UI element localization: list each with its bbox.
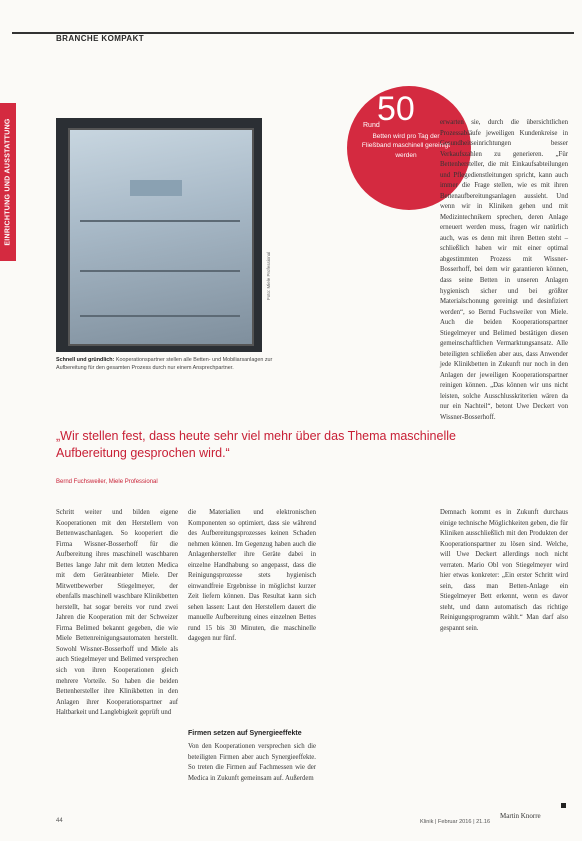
cabinet-shelf [80, 315, 240, 317]
author-name: Martin Knorre [500, 812, 541, 820]
pull-quote: „Wir stellen fest, dass heute sehr viel mehr über das Thema maschinelle Aufbereitung gesprochen wird.“ [56, 429, 456, 460]
caption-text: Kooperationspartner stellen alle Betten- und Mobiliarsanlagen zur Aufbereitung für den gesamten Prozess durch nur einem Ansprechpartner. [56, 357, 273, 372]
body-column-2-continued: Von den Kooperationen versprechen sich die beteiligten Firmen aber auch Synergieeffekte. So treten die Firmen auf Fachmessen wie der Medica in Zukunft gemeinsam auf. Außerdem [188, 743, 316, 782]
stat-number: 50 [377, 90, 415, 128]
cabinet-shelf [80, 220, 240, 222]
caption-lead: Schnell und gründlich: [56, 357, 115, 363]
subheading: Firmen setzen auf Synergieeffekte [188, 730, 302, 737]
body-column-3: Demnach kommt es in Zukunft durchaus einige technische Möglichkeiten geben, die für Kliniken ausschließlich mit den Produkten der Kooperationspartner zu lösen sind. Welche, will Uwe Deckert allerdings noch nicht verraten. Mario Obl von Stiegelmeyer wird hier etwas konkreter: „Ein erster Schritt wird sein, dass man Betten-Anlage ein Stiegelmeyer Bett erkennt, wenn es davor steht, und dann automatisch das richtige Reinigungsprogramm wählt.“ Man darf also gespannt sein. [440, 509, 568, 632]
end-of-article-mark [561, 803, 566, 808]
body-column-1: Schritt weiter und bilden eigene Kooperationen mit den Herstellern von Bettenwaschanlagen. So kooperiert die Firma Wissner-Bosserhoff für die Aufbereitung ihres maschinell waschbaren Bettes lange Jahr mit dem letzten Medica mit dem Geräteanbieter Miele. Der Mitwettbewerber Stiegelmeyer, der ebenfalls maschinell waschbare Klinikbetten herstellt, hat sogar bereits vor rund zwei Jahren die Kooperation mit der Schweizer Firma Belimed bekannt gegeben, die wie Miele Bettenreinigungsautomaten herstellt. Sowohl Wissner-Bosserhoff und Miele als auch Stiegelmeyer und Belimed versprechen sich von ihren Kooperationen gleich mehrere Vorteile. So haben die beiden Bettenhersteller ihre Klinikbetten in den Anlagen ihrer Kooperationspartner auf Haltbarkeit und Langlebigkeit geprüft und [56, 509, 178, 717]
stat-lead: Rund [363, 122, 380, 129]
photo-credit: Foto: Miele Professional [266, 251, 271, 300]
body-column-right-top: erwarten sie, durch die übersichtlichen Prozessabläufe jeweiligen Kundenkreise in Gesundheitseinrichtungen besser Verkaufszahlen zu generieren. „Für Bettenhersteller, die mit Einkaufsabteilungen und Pflegedienstleitungen spricht, kann auch immer die Frage stellen, wie es mit ihren Bettenaufbereitungsanlagen aussieht. Und wenn wir in Kliniken gehen und mit Medizintechnikern sprechen, deren Anlage erneuert werden muss, fragen wir natürlich auch, was es denn mit ihren Betten steht – schließlich haben wir mit einer optimal abgestimmten Prozess mit Wissner-Bosserhoff, bei dem wir garantieren können, dass seine Betten in unseren Anlagen hygienisch sicher und bei größter Materialschonung gereinigt und desinfiziert werden“, so Bernd Fuchsweiler von Miele. Auch die beiden Kooperationspartner Stiegelmeyer und Belimed bestätigen diesen gemeinschaftlichen Vermarktungsansatz. Alle beteiligten schließen aber aus, dass Anwender jede Klinikbetten in Zukunft nur noch in den Anlagen der jeweiligen Kooperationspartner reinigen können. „Das können wir uns nicht leisten, solche Ausschlusskriterien wären da nur ein Nachteil“, betont Uwe Deckert von Wissner-Bosserhoff. [440, 119, 568, 421]
pull-quote-source: Bernd Fuchsweiler, Miele Professional [56, 479, 158, 485]
page-number: 44 [56, 818, 63, 824]
cabinet-shelf [80, 270, 240, 272]
photo-caption [56, 356, 276, 372]
category-label: EINRICHTUNG UND AUSSTATTUNG [4, 118, 12, 246]
body-column-2: die Materialien und elektronischen Komponenten so optimiert, dass sie während des Aufbereitungsprozesses keinen Schaden nehmen können. Im Gegenzug haben auch die Anlagenhersteller ihre Geräte dabei in einzelne Handhabung so angepasst, dass die Reinigungsprozesse stets hygienisch einwandfreie Ergebnisse in möglichst kurzer Zeit liefern können. Das Resultat kann sich sehen lassen: Laut den Herstellern dauert die manuelle Aufbereitung eines einzelnen Bettes rund 15 bis 30 Minuten, die maschinelle dagegen nur fünf. [188, 509, 316, 643]
stat-description: Betten wird pro Tag der Fließband maschinell gereinigt werden [361, 133, 451, 159]
issue-footer: Klinik | Februar 2016 | 21.16 [420, 819, 491, 825]
section-header: BRANCHE KOMPAKT [56, 34, 145, 43]
vertical-category-tab [0, 103, 16, 261]
cabinet-glass-door [68, 128, 254, 346]
cabinet-logo [130, 180, 182, 196]
article-photo [56, 118, 262, 352]
